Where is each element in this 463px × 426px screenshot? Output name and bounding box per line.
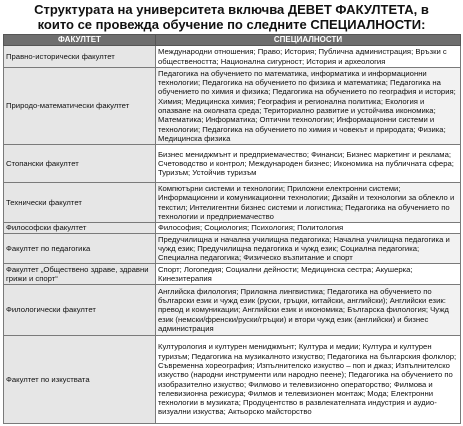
table-row [4,336,461,424]
table-header-row [4,35,461,46]
table-row [4,285,461,336]
header-faculty: ФАКУЛТЕТ [4,35,156,46]
table-row [4,68,461,145]
faculty-name: Факултет „Обществено здраве, здравни грижи и спорт“ [4,264,156,285]
faculty-name: Факултет по изкуствата [4,336,156,424]
title-line-1: Структурата на университета включва ДЕВЕТ ФАКУЛТЕТА, в [34,2,429,17]
faculties-table [3,34,461,424]
header-specialties: СПЕЦИАЛНОСТИ [156,35,461,46]
page-title [0,2,463,32]
faculty-specialties: Педагогика на обучението по математика, информатика и информационни технологии; Педагогика на обучението по физика и математика; Педагогика на обучението по химия и физика; Педагогика на обучението по география и история; Химия; Медицинска химия; География и регионална политика; Екология и опазване на околната среда; Териториално развитие и устойчива икономика; Математика; Информатика; Оптични технологии; Информационни системи и технологии; Педагогика на обучението по химия и човекът и природата; Физика; Медицинска физика [156,68,461,145]
faculty-specialties: Философия; Социология; Психология; Политология [156,223,461,234]
faculties-table-container [3,34,460,424]
faculty-specialties: Международни отношения; Право; История; Публична администрация; Връзки с обществеността; Национална сигурност; История и археология [156,46,461,68]
faculty-name: Стопански факултет [4,145,156,183]
table-row [4,183,461,223]
title-line-2: които се провежда обучение по следните СПЕЦИАЛНОСТИ: [37,17,426,32]
faculty-name: Филологически факултет [4,285,156,336]
faculty-specialties: Спорт; Логопедия; Социални дейности; Медицинска сестра; Акушерка; Кинезитерапия [156,264,461,285]
table-row [4,223,461,234]
faculty-specialties: Бизнес мениджмънт и предприемачество; Финанси; Бизнес маркетинг и реклама; Счетоводство и контрол; Международен бизнес; Икономика на публичната сфера; Туризъм; Устойчив туризъм [156,145,461,183]
faculty-name: Технически факултет [4,183,156,223]
faculty-name: Философски факултет [4,223,156,234]
faculty-name: Природо-математически факултет [4,68,156,145]
table-row [4,145,461,183]
faculty-specialties: Компютърни системи и технологии; Приложни електронни системи; Информационни и комуникационни технологии; Дизайн и технологии за облекло и текстил; Интелигентни бизнес системи и логистика; Педагогика на обучението по технологии и предприемачество [156,183,461,223]
table-row [4,264,461,285]
faculty-name: Правно-исторически факултет [4,46,156,68]
faculty-specialties: Английска филология; Приложна лингвистика; Педагогика на обучението по български език и чужд език (руски, гръцки, китайски, английски); Английски език: превод и комуникации; Английски език и икономика; Българска филология; Чужд език (немски/френски/руски/гръцки) и втори чужд език (английски) и бизнес администрация [156,285,461,336]
faculty-name: Факултет по педагогика [4,234,156,264]
table-row [4,46,461,68]
faculty-specialties: Културология и културен мениджмънт; Култура и медии; Култура и културен туризъм; Педагогика на музикалното изкуство; Педагогика на българския фолклор; Съвременна хореография; Изпълнителско изкуство – поп и джаз; Изпълнителско изкуство (народни инструменти или народно пеене); Педагогика на обучението по изобразително изкуство; Филмово и телевизионно операторство; Филмова и телевизионна режисура; Филмов и телевизионен монтаж; Мода; Електронни технологии в музиката; Продуцентство в развлекателната индустрия и аудио-визуални изкуства; Актьорско майсторство [156,336,461,424]
table-row [4,234,461,264]
faculty-specialties: Предучилищна и начална училищна педагогика; Начална училищна педагогика и чужд език; Предучилищна педагогика и чужд език; Социална педагогика; Специална педагогика; Физическо възпитание и спорт [156,234,461,264]
